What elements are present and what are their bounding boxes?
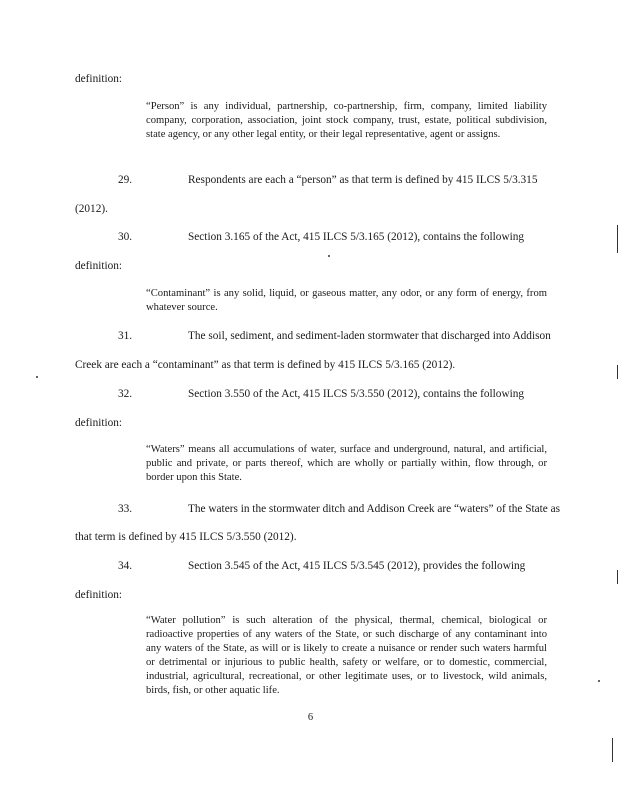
paragraph-32-continuation: definition: bbox=[75, 417, 123, 429]
paragraph-text: Section 3.550 of the Act, 415 ILCS 5/3.550 (2012), contains the following bbox=[188, 388, 525, 400]
scan-artifact-line bbox=[617, 570, 618, 584]
paragraph-number: 30. bbox=[118, 231, 133, 243]
scan-artifact-line bbox=[612, 738, 613, 762]
scan-artifact-line bbox=[617, 225, 618, 253]
paragraph-29-continuation: (2012). bbox=[75, 203, 108, 215]
paragraph-31 bbox=[75, 329, 551, 343]
paragraph-33-continuation: that term is defined by 415 ILCS 5/3.550 (2012). bbox=[75, 531, 297, 543]
definition-label: definition: bbox=[75, 73, 123, 85]
water-pollution-definition-quote: “Water pollution” is such alteration of the physical, thermal, chemical, biological or radioactive properties of any waters of the State, or such discharge of any contaminant into any waters of the State, as will or is likely to create a nuisance or render such waters harmful or detrimental or injurious to public health, safety or welfare, or to domestic, commercial, industrial, agricultural, recreational, or other legitimate uses, or to livestock, wild animals, birds, fish, or other aquatic life. bbox=[146, 615, 547, 696]
scan-artifact-dot bbox=[598, 680, 600, 682]
paragraph-number: 33. bbox=[118, 503, 133, 515]
paragraph-text: The waters in the stormwater ditch and Addison Creek are “waters” of the State as bbox=[188, 503, 561, 515]
paragraph-number: 34. bbox=[118, 560, 133, 572]
page-number: 6 bbox=[307, 712, 314, 723]
paragraph-text: Respondents are each a “person” as that term is defined by 415 ILCS 5/3.315 bbox=[188, 174, 538, 186]
waters-definition-quote: “Waters” means all accumulations of water, surface and underground, natural, and artificial, public and private, or parts thereof, which are wholly or partially within, flow through, or border upon this State. bbox=[146, 444, 547, 483]
paragraph-number: 31. bbox=[118, 330, 133, 342]
paragraph-text: Section 3.545 of the Act, 415 ILCS 5/3.545 (2012), provides the following bbox=[188, 560, 526, 572]
paragraph-number: 29. bbox=[118, 174, 133, 186]
scan-artifact-line bbox=[617, 365, 618, 379]
paragraph-34-continuation: definition: bbox=[75, 589, 123, 601]
paragraph-33 bbox=[75, 502, 560, 516]
paragraph-number: 32. bbox=[118, 388, 133, 400]
contaminant-definition-quote: “Contaminant” is any solid, liquid, or gaseous matter, any odor, or any form of energy, from whatever source. bbox=[146, 288, 547, 313]
paragraph-32 bbox=[75, 387, 524, 401]
paragraph-text: The soil, sediment, and sediment-laden stormwater that discharged into Addison bbox=[188, 330, 551, 342]
paragraph-29 bbox=[75, 173, 537, 187]
person-definition-quote: “Person” is any individual, partnership, co-partnership, firm, company, limited liability company, corporation, association, joint stock company, trust, estate, political subdivision, state agency, or any other legal entity, or their legal representative, agent or assigns. bbox=[146, 101, 547, 140]
paragraph-30-continuation: definition: bbox=[75, 260, 123, 272]
scan-artifact-dot bbox=[328, 255, 330, 257]
paragraph-30 bbox=[75, 230, 524, 244]
paragraph-34 bbox=[75, 559, 525, 573]
scan-artifact-dot bbox=[36, 376, 38, 378]
paragraph-text: Section 3.165 of the Act, 415 ILCS 5/3.165 (2012), contains the following bbox=[188, 231, 525, 243]
paragraph-31-continuation: Creek are each a “contaminant” as that term is defined by 415 ILCS 5/3.165 (2012). bbox=[75, 359, 456, 371]
